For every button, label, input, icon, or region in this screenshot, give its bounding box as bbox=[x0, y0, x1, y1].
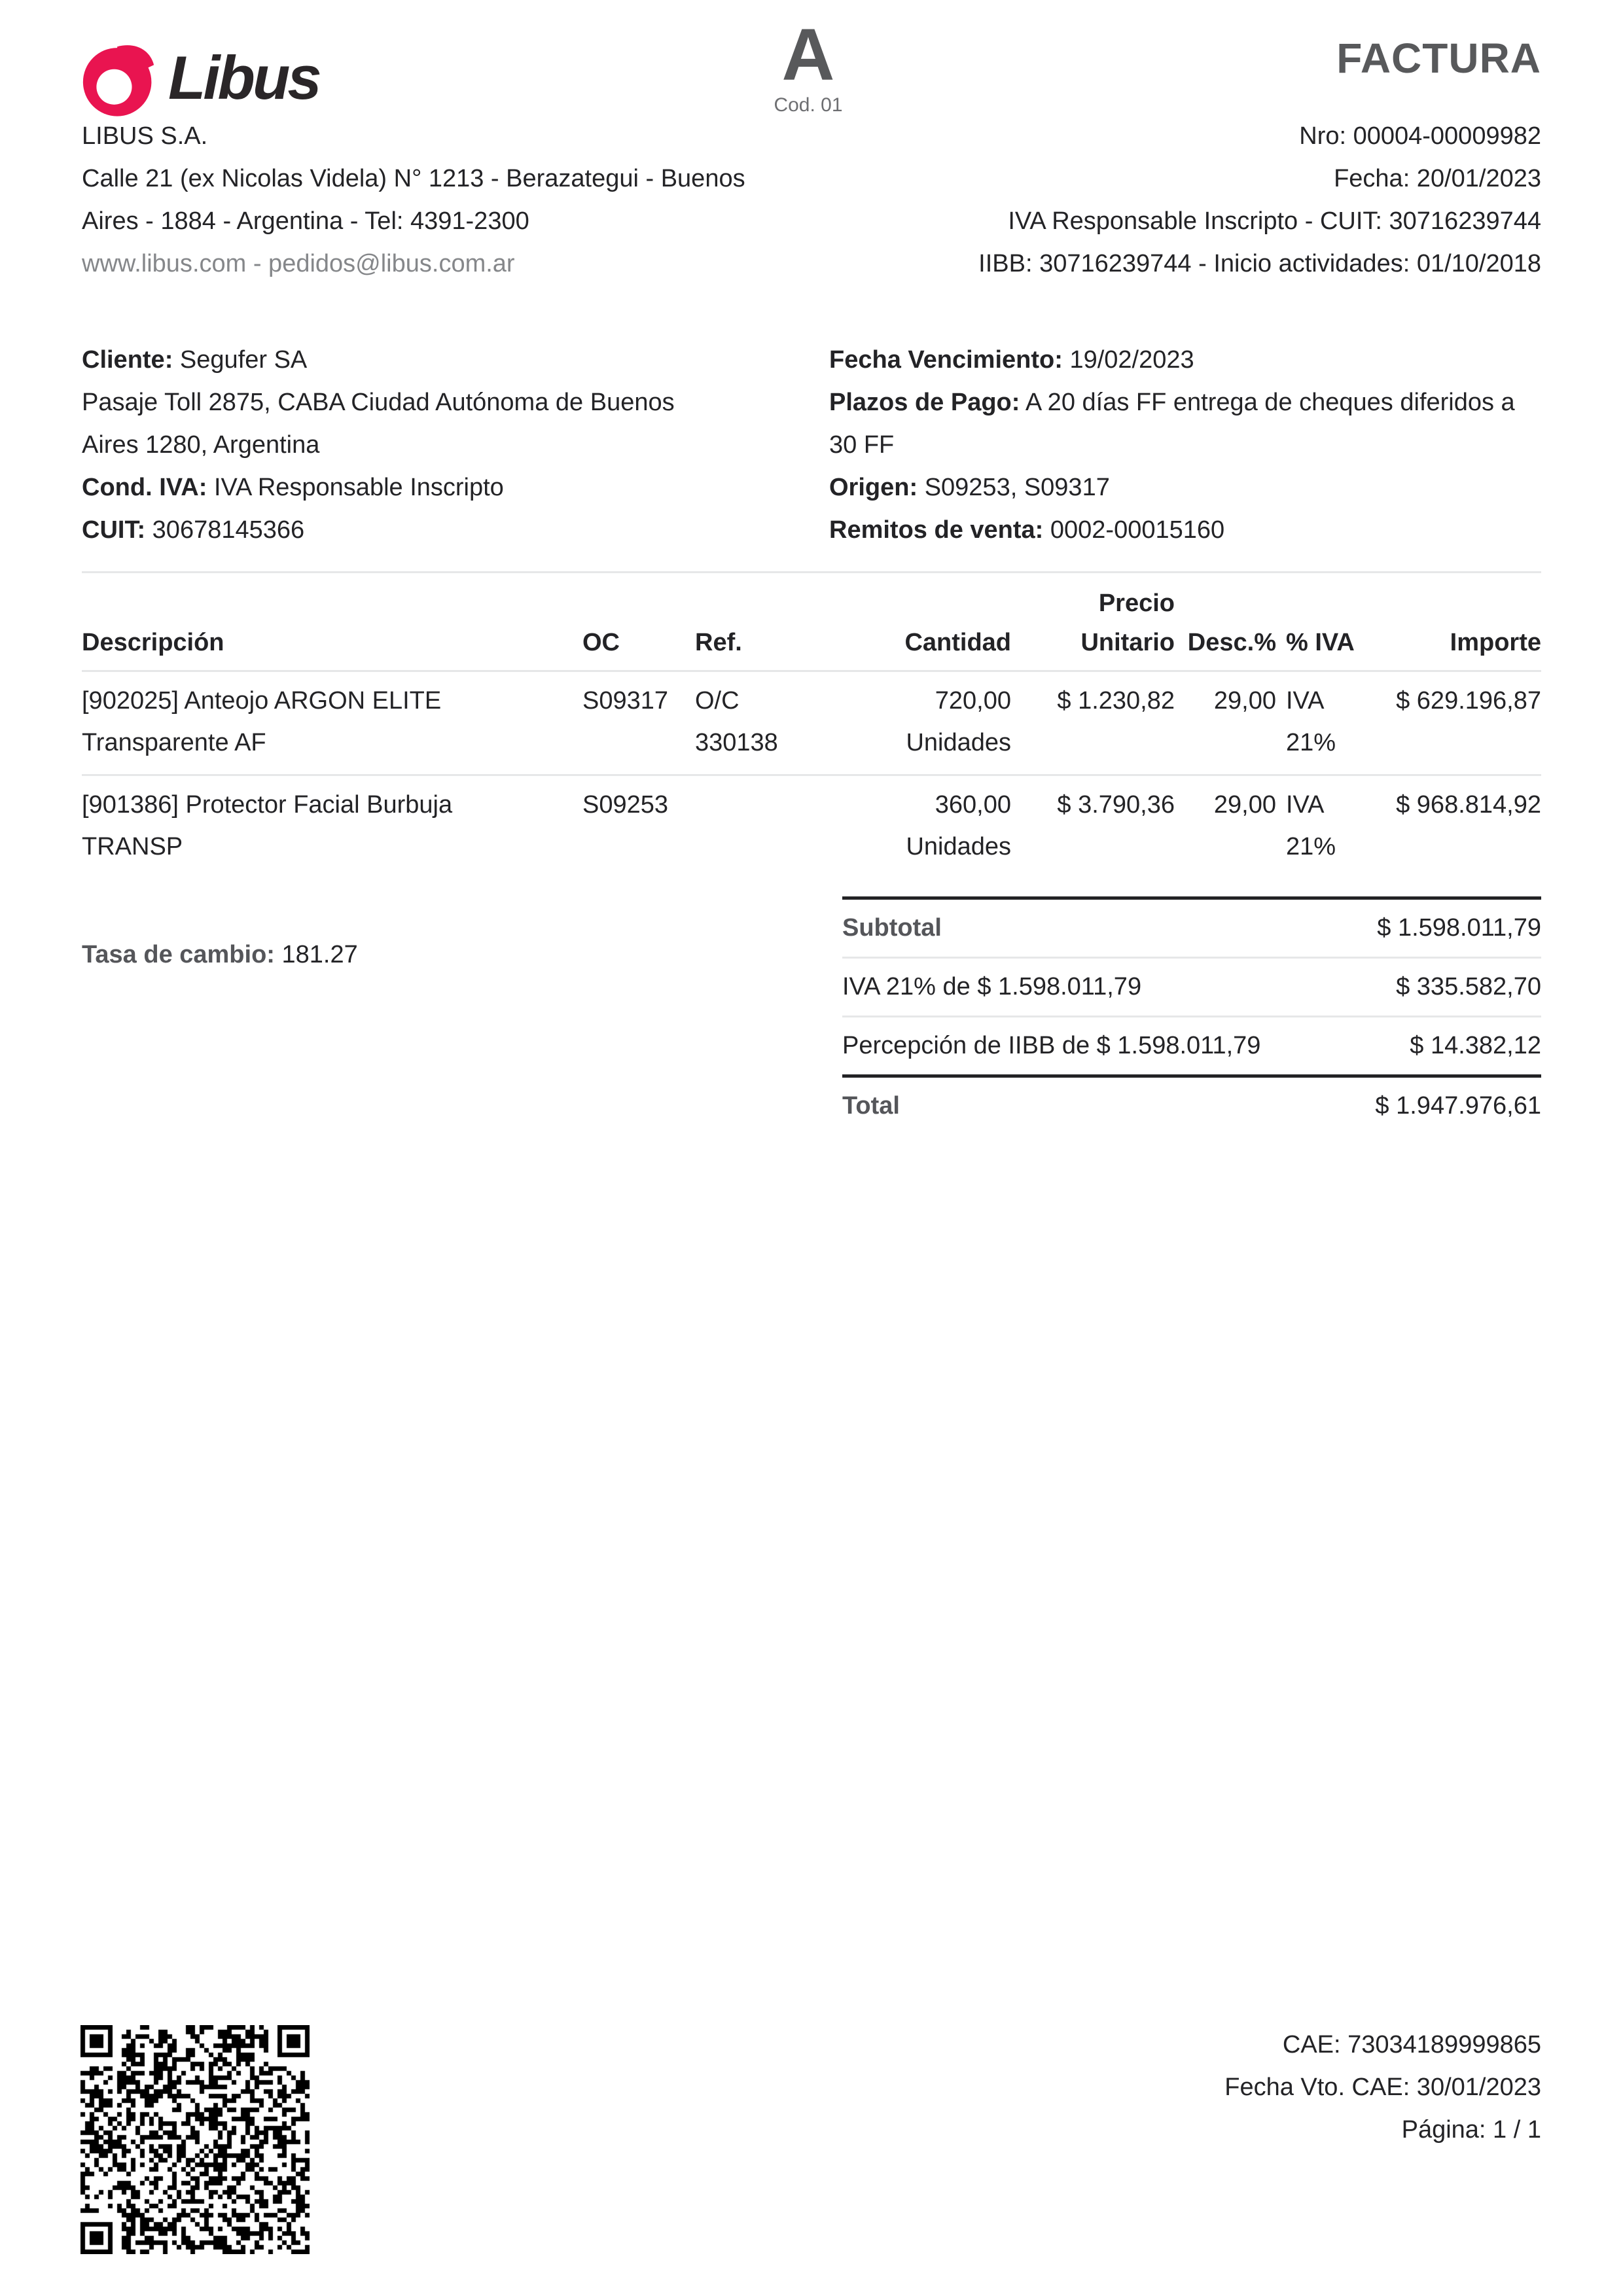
company-address-line2: Aires - 1884 - Argentina - Tel: 4391-2300 bbox=[82, 207, 529, 235]
exchange-rate-line bbox=[82, 941, 358, 969]
payment-terms-line bbox=[829, 381, 1543, 467]
item-discount: 29,00 bbox=[1213, 687, 1276, 715]
terms-block bbox=[829, 339, 1543, 552]
cae-number: CAE: 73034189999865 bbox=[1282, 2031, 1541, 2058]
iibb-value: $ 14.382,12 bbox=[1410, 1032, 1541, 1059]
client-name-line bbox=[82, 339, 756, 381]
invoice-date: Fecha: 20/01/2023 bbox=[1334, 165, 1541, 192]
payment-terms-value: A 20 días FF entrega de cheques diferidos a 30 FF bbox=[829, 389, 1515, 459]
client-cuit-label: CUIT: bbox=[82, 516, 146, 544]
payment-terms-label: Plazos de Pago: bbox=[829, 389, 1020, 416]
item-ref: O/C 330138 bbox=[695, 687, 778, 756]
remito-value: 0002-00015160 bbox=[1050, 516, 1225, 544]
invoice-type-box bbox=[753, 14, 864, 116]
item-iva: IVA 21% bbox=[1286, 791, 1336, 860]
col-header-ref: Ref. bbox=[695, 629, 742, 656]
client-address-line1: Pasaje Toll 2875, CABA Ciudad Autónoma de Buenos bbox=[82, 389, 675, 416]
company-web-email: www.libus.com - pedidos@libus.com.ar bbox=[82, 250, 515, 277]
client-cuit-line bbox=[82, 509, 756, 552]
origin-label: Origen: bbox=[829, 474, 918, 501]
item-iva: IVA 21% bbox=[1286, 687, 1336, 756]
qr-code bbox=[80, 2025, 310, 2254]
invoice-number: Nro: 00004-00009982 bbox=[1299, 122, 1541, 150]
qr-box bbox=[80, 2025, 310, 2261]
due-date-value: 19/02/2023 bbox=[1069, 346, 1194, 374]
col-header-oc: OC bbox=[582, 629, 620, 656]
col-header-desc-pct: Desc.% bbox=[1187, 629, 1276, 656]
items-table-header bbox=[82, 573, 1541, 672]
subtotal-value: $ 1.598.011,79 bbox=[1377, 914, 1541, 942]
subtotal-row bbox=[842, 900, 1541, 959]
company-name: LIBUS S.A. bbox=[82, 122, 208, 150]
client-block bbox=[82, 339, 756, 552]
item-quantity: 360,00 Unidades bbox=[906, 791, 1011, 860]
item-oc: S09317 bbox=[582, 687, 669, 715]
col-header-descripcion: Descripción bbox=[82, 629, 224, 656]
iva-total-value: $ 335.582,70 bbox=[1396, 973, 1541, 1000]
company-info bbox=[82, 115, 815, 285]
cae-due-date: Fecha Vto. CAE: 30/01/2023 bbox=[1224, 2074, 1541, 2101]
col-header-precio-unitario: Precio Unitario bbox=[1080, 590, 1175, 656]
col-header-cantidad: Cantidad bbox=[904, 629, 1011, 656]
total-row bbox=[842, 1078, 1541, 1135]
libus-logo-icon bbox=[82, 33, 155, 126]
due-date-label: Fecha Vencimiento: bbox=[829, 346, 1063, 374]
due-date-line bbox=[829, 339, 1543, 381]
client-iva-label: Cond. IVA: bbox=[82, 474, 207, 501]
client-name: Segufer SA bbox=[179, 346, 308, 374]
item-unit-price: $ 3.790,36 bbox=[1057, 791, 1175, 819]
item-amount: $ 629.196,87 bbox=[1396, 687, 1541, 715]
page-indicator: Página: 1 / 1 bbox=[1401, 2116, 1541, 2144]
invoice-meta bbox=[978, 115, 1541, 285]
client-cuit-value: 30678145366 bbox=[152, 516, 305, 544]
brand-logo bbox=[82, 33, 319, 126]
invoice-type-code: Cod. 01 bbox=[774, 94, 843, 116]
iibb-label: Percepción de IIBB de $ 1.598.011,79 bbox=[842, 1032, 1261, 1059]
client-label: Cliente: bbox=[82, 346, 173, 374]
items-table bbox=[82, 571, 1541, 878]
client-iva-line bbox=[82, 467, 756, 509]
company-address-line1: Calle 21 (ex Nicolas Videla) N° 1213 - Berazategui - Buenos bbox=[82, 165, 745, 192]
item-discount: 29,00 bbox=[1213, 791, 1276, 819]
subtotal-label: Subtotal bbox=[842, 914, 942, 942]
cae-block bbox=[1224, 2024, 1541, 2151]
invoice-type-letter: A bbox=[781, 14, 835, 96]
item-quantity: 720,00 Unidades bbox=[906, 687, 1011, 756]
item-unit-price: $ 1.230,82 bbox=[1057, 687, 1175, 715]
exchange-rate-label: Tasa de cambio: bbox=[82, 941, 275, 968]
totals-block bbox=[842, 896, 1541, 1135]
company-iibb: IIBB: 30716239744 - Inicio actividades: 01/10/2018 bbox=[978, 250, 1541, 277]
iva-row bbox=[842, 959, 1541, 1017]
item-oc: S09253 bbox=[582, 791, 669, 819]
item-amount: $ 968.814,92 bbox=[1396, 791, 1541, 819]
client-iva-value: IVA Responsable Inscripto bbox=[213, 474, 504, 501]
brand-wordmark: Libus bbox=[168, 43, 319, 112]
col-header-iva: % IVA bbox=[1286, 629, 1355, 656]
remito-line bbox=[829, 509, 1543, 552]
exchange-rate-value: 181.27 bbox=[281, 941, 358, 968]
document-title: FACTURA bbox=[1336, 35, 1541, 82]
origin-line bbox=[829, 467, 1543, 509]
item-description: [902025] Anteojo ARGON ELITE Transparente AF bbox=[82, 687, 442, 756]
item-description: [901386] Protector Facial Burbuja TRANSP bbox=[82, 791, 453, 860]
table-row bbox=[82, 776, 1541, 878]
total-label: Total bbox=[842, 1092, 900, 1120]
iibb-row bbox=[842, 1017, 1541, 1078]
table-row bbox=[82, 672, 1541, 776]
company-iva-cuit: IVA Responsable Inscripto - CUIT: 30716239744 bbox=[1008, 207, 1541, 235]
remito-label: Remitos de venta: bbox=[829, 516, 1044, 544]
origin-value: S09253, S09317 bbox=[924, 474, 1110, 501]
client-address-line2: Aires 1280, Argentina bbox=[82, 431, 320, 459]
col-header-importe: Importe bbox=[1450, 629, 1541, 656]
total-value: $ 1.947.976,61 bbox=[1375, 1092, 1541, 1120]
iva-total-label: IVA 21% de $ 1.598.011,79 bbox=[842, 973, 1142, 1000]
